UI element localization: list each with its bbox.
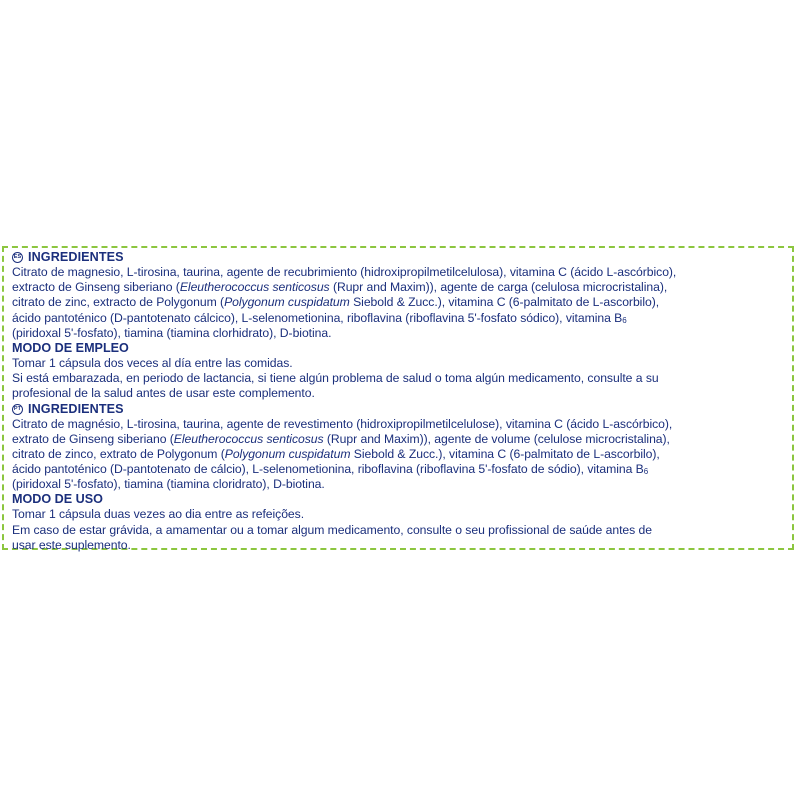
pt-ingredients-line: Citrato de magnésio, L-tirosina, taurina, agente de revestimento (hidroxipropilmetilcelulose), vitamina C (ácido L-ascórbico), [12,416,673,431]
pt-language-badge: PT [12,404,23,415]
es-ingredients-line: citrato de zinc, extracto de Polygonum (Polygonum cuspidatum Siebold & Zucc.), vitamina C (6-palmitato de L-ascorbilo), [12,295,660,310]
es-ingredients-line: (piridoxal 5'-fosfato), tiamina (tiamina clorhidrato), D-biotina. [12,325,332,340]
pt-usage-text [12,507,783,553]
pt-ingredients-line: (piridoxal 5'-fosfato), tiamina (tiamina cloridrato), D-biotina. [12,477,325,492]
pt-ingredients-line: citrato de zinco, extrato de Polygonum (Polygonum cuspidatum Siebold & Zucc.), vitamina C (6-palmitato de L-ascorbilo), [12,446,660,461]
pt-ingredients-line: extrato de Ginseng siberiano (Eleutherococcus senticosus (Rupr and Maxim)), agente de volume (celulose microcristalina), [12,431,670,446]
pt-usage-title: MODO DE USO [12,492,103,507]
pt-usage-line: Em caso de estar grávida, a amamentar ou a tomar algum medicamento, consulte o seu profissional de saúde antes de [12,522,652,537]
es-ingredients-heading [12,250,783,265]
pt-ingredients-title: INGREDIENTES [28,401,124,416]
pt-ingredients-text [12,417,783,493]
label-panel [2,246,794,550]
pt-usage-line: usar este suplemento. [12,537,131,552]
pt-usage-line: Tomar 1 cápsula duas vezes ao dia entre as refeições. [12,507,305,522]
es-ingredients-title: INGREDIENTES [28,250,124,264]
pt-ingredients-line: ácido pantoténico (D-pantotenato de cálcio), L-selenometionina, riboflavina (riboflavina 5'-fosfato de sódio), vitamina $B_6$ [12,462,649,477]
es-usage-line: Si está embarazada, en periodo de lactancia, si tiene algún problema de salud o toma algún medicamento, consulte a su [12,371,659,386]
es-language-badge: ES [12,252,23,263]
es-usage-line: profesional de la salud antes de usar este complemento. [12,386,315,401]
es-ingredients-line: Citrato de magnesio, L-tirosina, taurina, agente de recubrimiento (hidroxipropilmetilcelulosa), vitamina C (ácido L-ascórbico), [12,265,677,279]
es-ingredients-line: ácido pantoténico (D-pantotenato cálcico), L-selenometionina, riboflavina (riboflavina 5'-fosfato sódico), vitamina $B_6$ [12,310,627,325]
es-usage-line: Tomar 1 cápsula dos veces al día entre las comidas. [12,355,293,370]
pt-ingredients-heading [12,402,783,417]
es-ingredients-line: extracto de Ginseng siberiano (Eleutherococcus senticosus (Rupr and Maxim)), agente de carga (celulosa microcristalina), [12,280,668,295]
es-usage-text [12,356,783,402]
es-ingredients-text [12,265,783,341]
es-usage-title: MODO DE EMPLEO [12,340,129,355]
